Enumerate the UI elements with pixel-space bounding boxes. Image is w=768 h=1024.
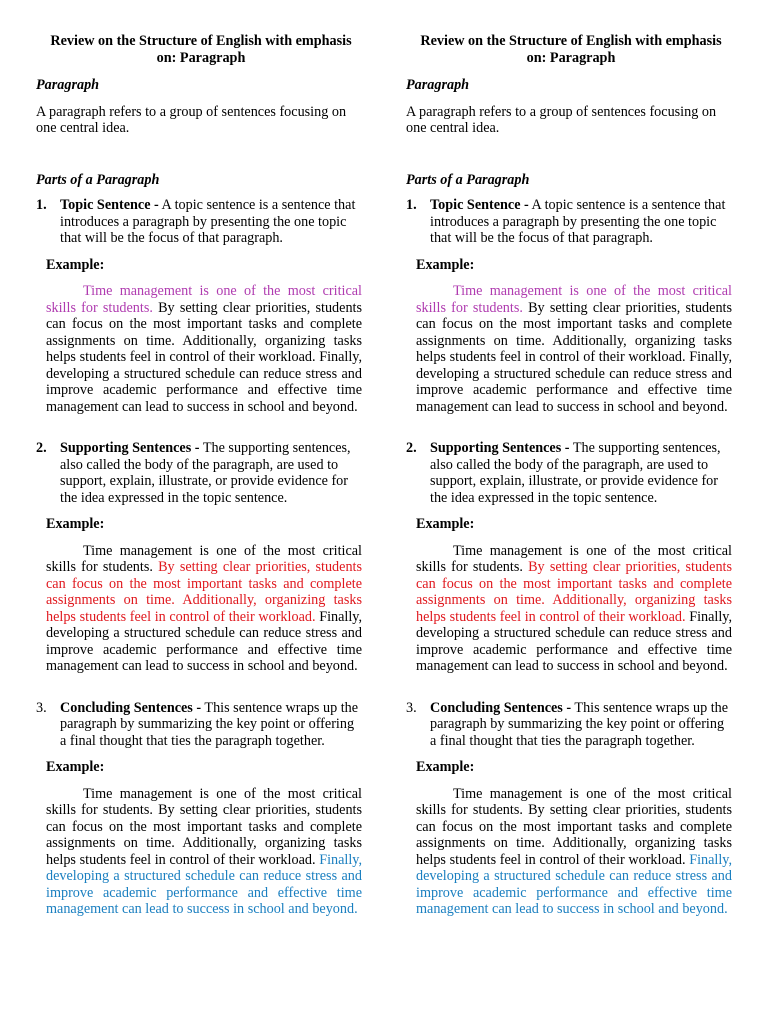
concluding-sentence: Finally, developing a structured schedule can reduce stress and improve academic performance and effective time management can lead to success in school and beyond. [46,608,363,674]
example-paragraph [46,283,362,415]
topic-sentence: Time management is one of the most critical skills for students. [416,542,732,575]
part-number: 1. [36,197,47,213]
example-paragraph [416,283,732,415]
supporting-sentences: By setting clear priorities, students can focus on the most important tasks and complete assignments on time. Additionally, organizing tasks helps students feel in control of their workload. [416,299,733,365]
part-item-topic [406,197,732,247]
example-label: Example: [46,759,105,775]
part-text [430,440,732,506]
part-term: Topic Sentence - [60,197,159,213]
example-label: Example: [416,759,475,775]
example-label: Example: [416,516,475,532]
example-paragraph [46,543,362,675]
document-title: Review on the Structure of English with emphasis on: Paragraph [420,33,722,66]
left-column [36,33,362,918]
concluding-sentence: Finally, developing a structured schedule can reduce stress and improve academic performance and effective time management can lead to success in school and beyond. [416,851,733,917]
part-description: A topic sentence is a sentence that introduces a paragraph by presenting the one topic that will be the focus of that paragraph. [430,197,726,246]
part-term: Topic Sentence - [430,197,529,213]
concluding-sentence: Finally, developing a structured schedule can reduce stress and improve academic performance and effective time management can lead to success in school and beyond. [416,349,733,415]
supporting-sentences: By setting clear priorities, students can focus on the most important tasks and complete assignments on time. Additionally, organizing tasks helps students feel in control of their workload. [416,559,733,625]
part-description: The supporting sentences, also called the body of the paragraph, are used to support, explain, illustrate, or provide evidence for the idea expressed in the topic sentence. [60,440,351,506]
part-number: 1. [406,197,417,213]
concluding-sentence: Finally, developing a structured schedule can reduce stress and improve academic performance and effective time management can lead to success in school and beyond. [46,349,363,415]
part-text [60,197,362,247]
right-column [406,33,732,918]
paragraph-heading: Paragraph [36,77,100,93]
concluding-sentence: Finally, developing a structured schedule can reduce stress and improve academic performance and effective time management can lead to success in school and beyond. [416,608,733,674]
part-text [60,700,362,750]
part-description: A topic sentence is a sentence that introduces a paragraph by presenting the one topic that will be the focus of that paragraph. [60,197,356,246]
paragraph-definition: A paragraph refers to a group of sentences focusing on one central idea. [36,103,347,136]
part-number: 3. [406,699,417,716]
parts-heading: Parts of a Paragraph [406,171,530,188]
part-item-supporting [36,440,362,506]
topic-sentence: Time management is one of the most critical skills for students. [416,283,732,316]
part-term: Concluding Sentences - [60,699,202,716]
supporting-sentences: By setting clear priorities, students can focus on the most important tasks and complete assignments on time. Additionally, organizing tasks helps students feel in control of their workload. [46,802,363,868]
paragraph-definition: A paragraph refers to a group of sentences focusing on one central idea. [406,103,717,136]
part-number: 3. [36,699,47,716]
part-term: Supporting Sentences - [430,440,570,456]
part-term: Supporting Sentences - [60,440,200,456]
part-item-supporting [406,440,732,506]
paragraph-heading: Paragraph [406,77,470,93]
part-description: This sentence wraps up the paragraph by summarizing the key point or offering a final thought that ties the paragraph together. [60,699,359,749]
part-description: The supporting sentences, also called the body of the paragraph, are used to support, explain, illustrate, or provide evidence for the idea expressed in the topic sentence. [430,440,721,506]
example-label: Example: [46,516,105,532]
example-paragraph [416,543,732,675]
supporting-sentences: By setting clear priorities, students can focus on the most important tasks and complete assignments on time. Additionally, organizing tasks helps students feel in control of their workload. [46,559,363,625]
supporting-sentences: By setting clear priorities, students can focus on the most important tasks and complete assignments on time. Additionally, organizing tasks helps students feel in control of their workload. [416,802,733,868]
part-description: This sentence wraps up the paragraph by summarizing the key point or offering a final thought that ties the paragraph together. [430,699,729,749]
supporting-sentences: By setting clear priorities, students can focus on the most important tasks and complete assignments on time. Additionally, organizing tasks helps students feel in control of their workload. [46,299,363,365]
part-term: Concluding Sentences - [430,699,572,716]
part-text [60,440,362,506]
part-number: 2. [406,440,417,456]
example-paragraph [46,786,362,918]
part-text [430,197,732,247]
example-paragraph [416,786,732,918]
topic-sentence: Time management is one of the most critical skills for students. [46,785,362,818]
part-text [430,700,732,750]
document-title: Review on the Structure of English with emphasis on: Paragraph [50,33,352,66]
part-number: 2. [36,440,47,456]
part-item-concluding [406,700,732,750]
parts-heading: Parts of a Paragraph [36,171,160,188]
topic-sentence: Time management is one of the most critical skills for students. [46,542,362,575]
example-label: Example: [46,256,105,273]
topic-sentence: Time management is one of the most critical skills for students. [46,283,362,316]
part-item-concluding [36,700,362,750]
part-item-topic [36,197,362,247]
concluding-sentence: Finally, developing a structured schedule can reduce stress and improve academic performance and effective time management can lead to success in school and beyond. [46,851,363,917]
topic-sentence: Time management is one of the most critical skills for students. [416,785,732,818]
example-label: Example: [416,256,475,273]
